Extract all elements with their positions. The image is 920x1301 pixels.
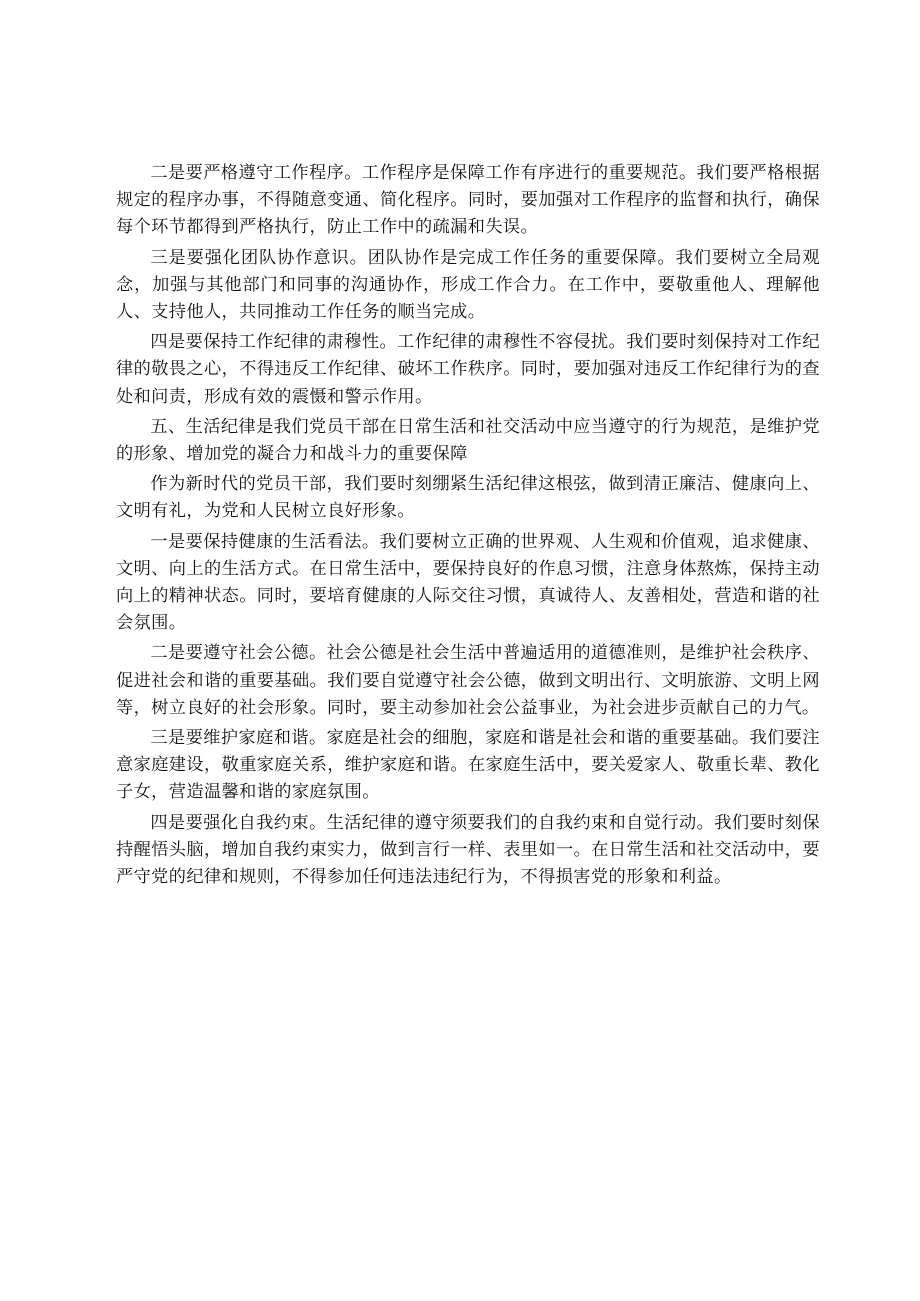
document-body [116,160,820,894]
paragraph-self-discipline: 四是要强化自我约束。生活纪律的遵守须要我们的自我约束和自觉行动。我们要时刻保持醒悟头脑，增加自我约束实力，做到言行一样、表里如一。在日常生活和社交活动中，要严守党的纪律和规则，不得参加任何违法违纪行为，不得损害党的形象和利益。 [116,812,820,888]
paragraph-social-morality: 二是要遵守社会公德。社会公德是社会生活中普遍适用的道德准则，是维护社会秩序、促进社会和谐的重要基础。我们要自觉遵守社会公德，做到文明出行、文明旅游、文明上网等，树立良好的社会形象。同时，要主动参加社会公益事业，为社会进步贡献自己的力气。 [116,643,820,718]
paragraph-work-procedure: 二是要严格遵守工作程序。工作程序是保障工作有序进行的重要规范。我们要严格根据规定的程序办事，不得随意变通、简化程序。同时，要加强对工作程序的监督和执行，确保每个环节都得到严格执行，防止工作中的疏漏和失误。 [116,163,820,238]
paragraph-life-discipline-intro: 作为新时代的党员干部，我们要时刻绷紧生活纪律这根弦，做到清正廉洁、健康向上、文明有礼，为党和人民树立良好形象。 [116,474,820,522]
paragraph-work-discipline: 四是要保持工作纪律的肃穆性。工作纪律的肃穆性不容侵扰。我们要时刻保持对工作纪律的敬畏之心，不得违反工作纪律、破坏工作秩序。同时，要加强对违反工作纪律行为的查处和问责，形成有效的震慑和警示作用。 [116,332,820,407]
paragraph-team-collaboration: 三是要强化团队协作意识。团队协作是完成工作任务的重要保障。我们要树立全局观念，加强与其他部门和同事的沟通协作，形成工作合力。在工作中，要敬重他人、理解他人、支持他人，共同推动工作任务的顺当完成。 [116,247,820,323]
paragraph-healthy-life: 一是要保持健康的生活看法。我们要树立正确的世界观、人生观和价值观，追求健康、文明、向上的生活方式。在日常生活中，要保持良好的作息习惯，注意身体熬炼，保持主动向上的精神状态。同时，要培育健康的人际交往习惯，真诚待人、友善相处，营造和谐的社会氛围。 [116,531,820,634]
paragraph-life-discipline-heading: 五、生活纪律是我们党员干部在日常生活和社交活动中应当遵守的行为规范，是维护党的形象、增加党的凝合力和战斗力的重要保障 [116,416,820,465]
paragraph-family-harmony: 三是要维护家庭和谐。家庭是社会的细胞，家庭和谐是社会和谐的重要基础。我们要注意家庭建设，敬重家庭关系，维护家庭和谐。在家庭生活中，要关爱家人、敬重长辈、教化子女，营造温馨和谐的家庭氛围。 [116,728,820,803]
